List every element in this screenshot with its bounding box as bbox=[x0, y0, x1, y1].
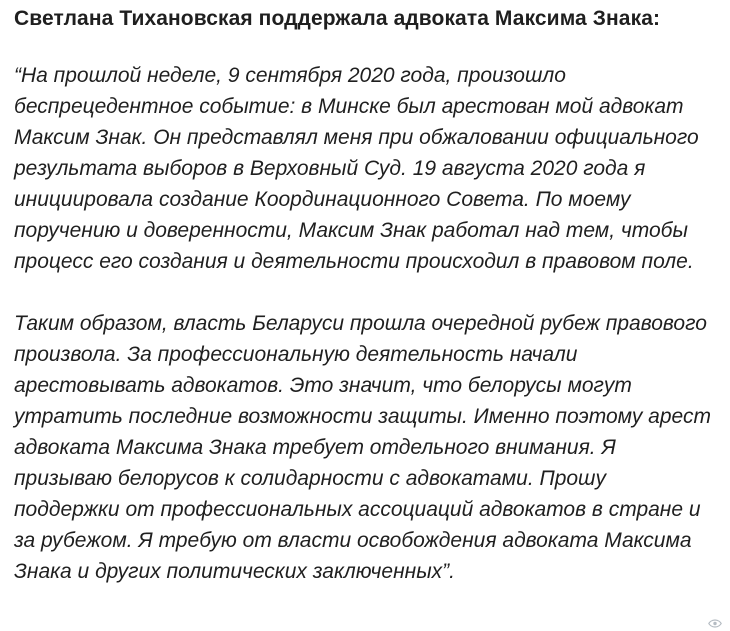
quote-paragraph-1: “На прошлой неделе, 9 сентября 2020 года, произошло беспрецедентное событие: в Минске был арестован мой адвокат Максим Знак. Он представлял меня при обжаловании официального результата выборов в Верховный Суд. 19 августа 2020 года я инициировала создание Координационного Совета. По моему поручению и доверенности, Максим Знак работал над тем, чтобы процесс его создания и деятельности происходил в правовом поле. bbox=[14, 64, 699, 273]
eye-icon bbox=[708, 617, 722, 631]
quote-paragraph-2: Таким образом, власть Беларуси прошла очередной рубеж правового произвола. За профессиональную деятельность начали арестовывать адвокатов. Это значит, что белорусы могут утратить последние возможности защиты. Именно поэтому арест адвоката Максима Знака требует отдельного внимания. Я призываю белорусов к солидарности с адвокатами. Прошу поддержки от профессиональных ассоциаций адвокатов в стране и за рубежом. Я требую от власти освобождения адвоката Максима Знака и других политических заключенных”. bbox=[14, 312, 711, 583]
message-meta bbox=[708, 617, 722, 631]
post-title: Светлана Тихановская поддержала адвоката Максима Знака: bbox=[14, 7, 661, 30]
